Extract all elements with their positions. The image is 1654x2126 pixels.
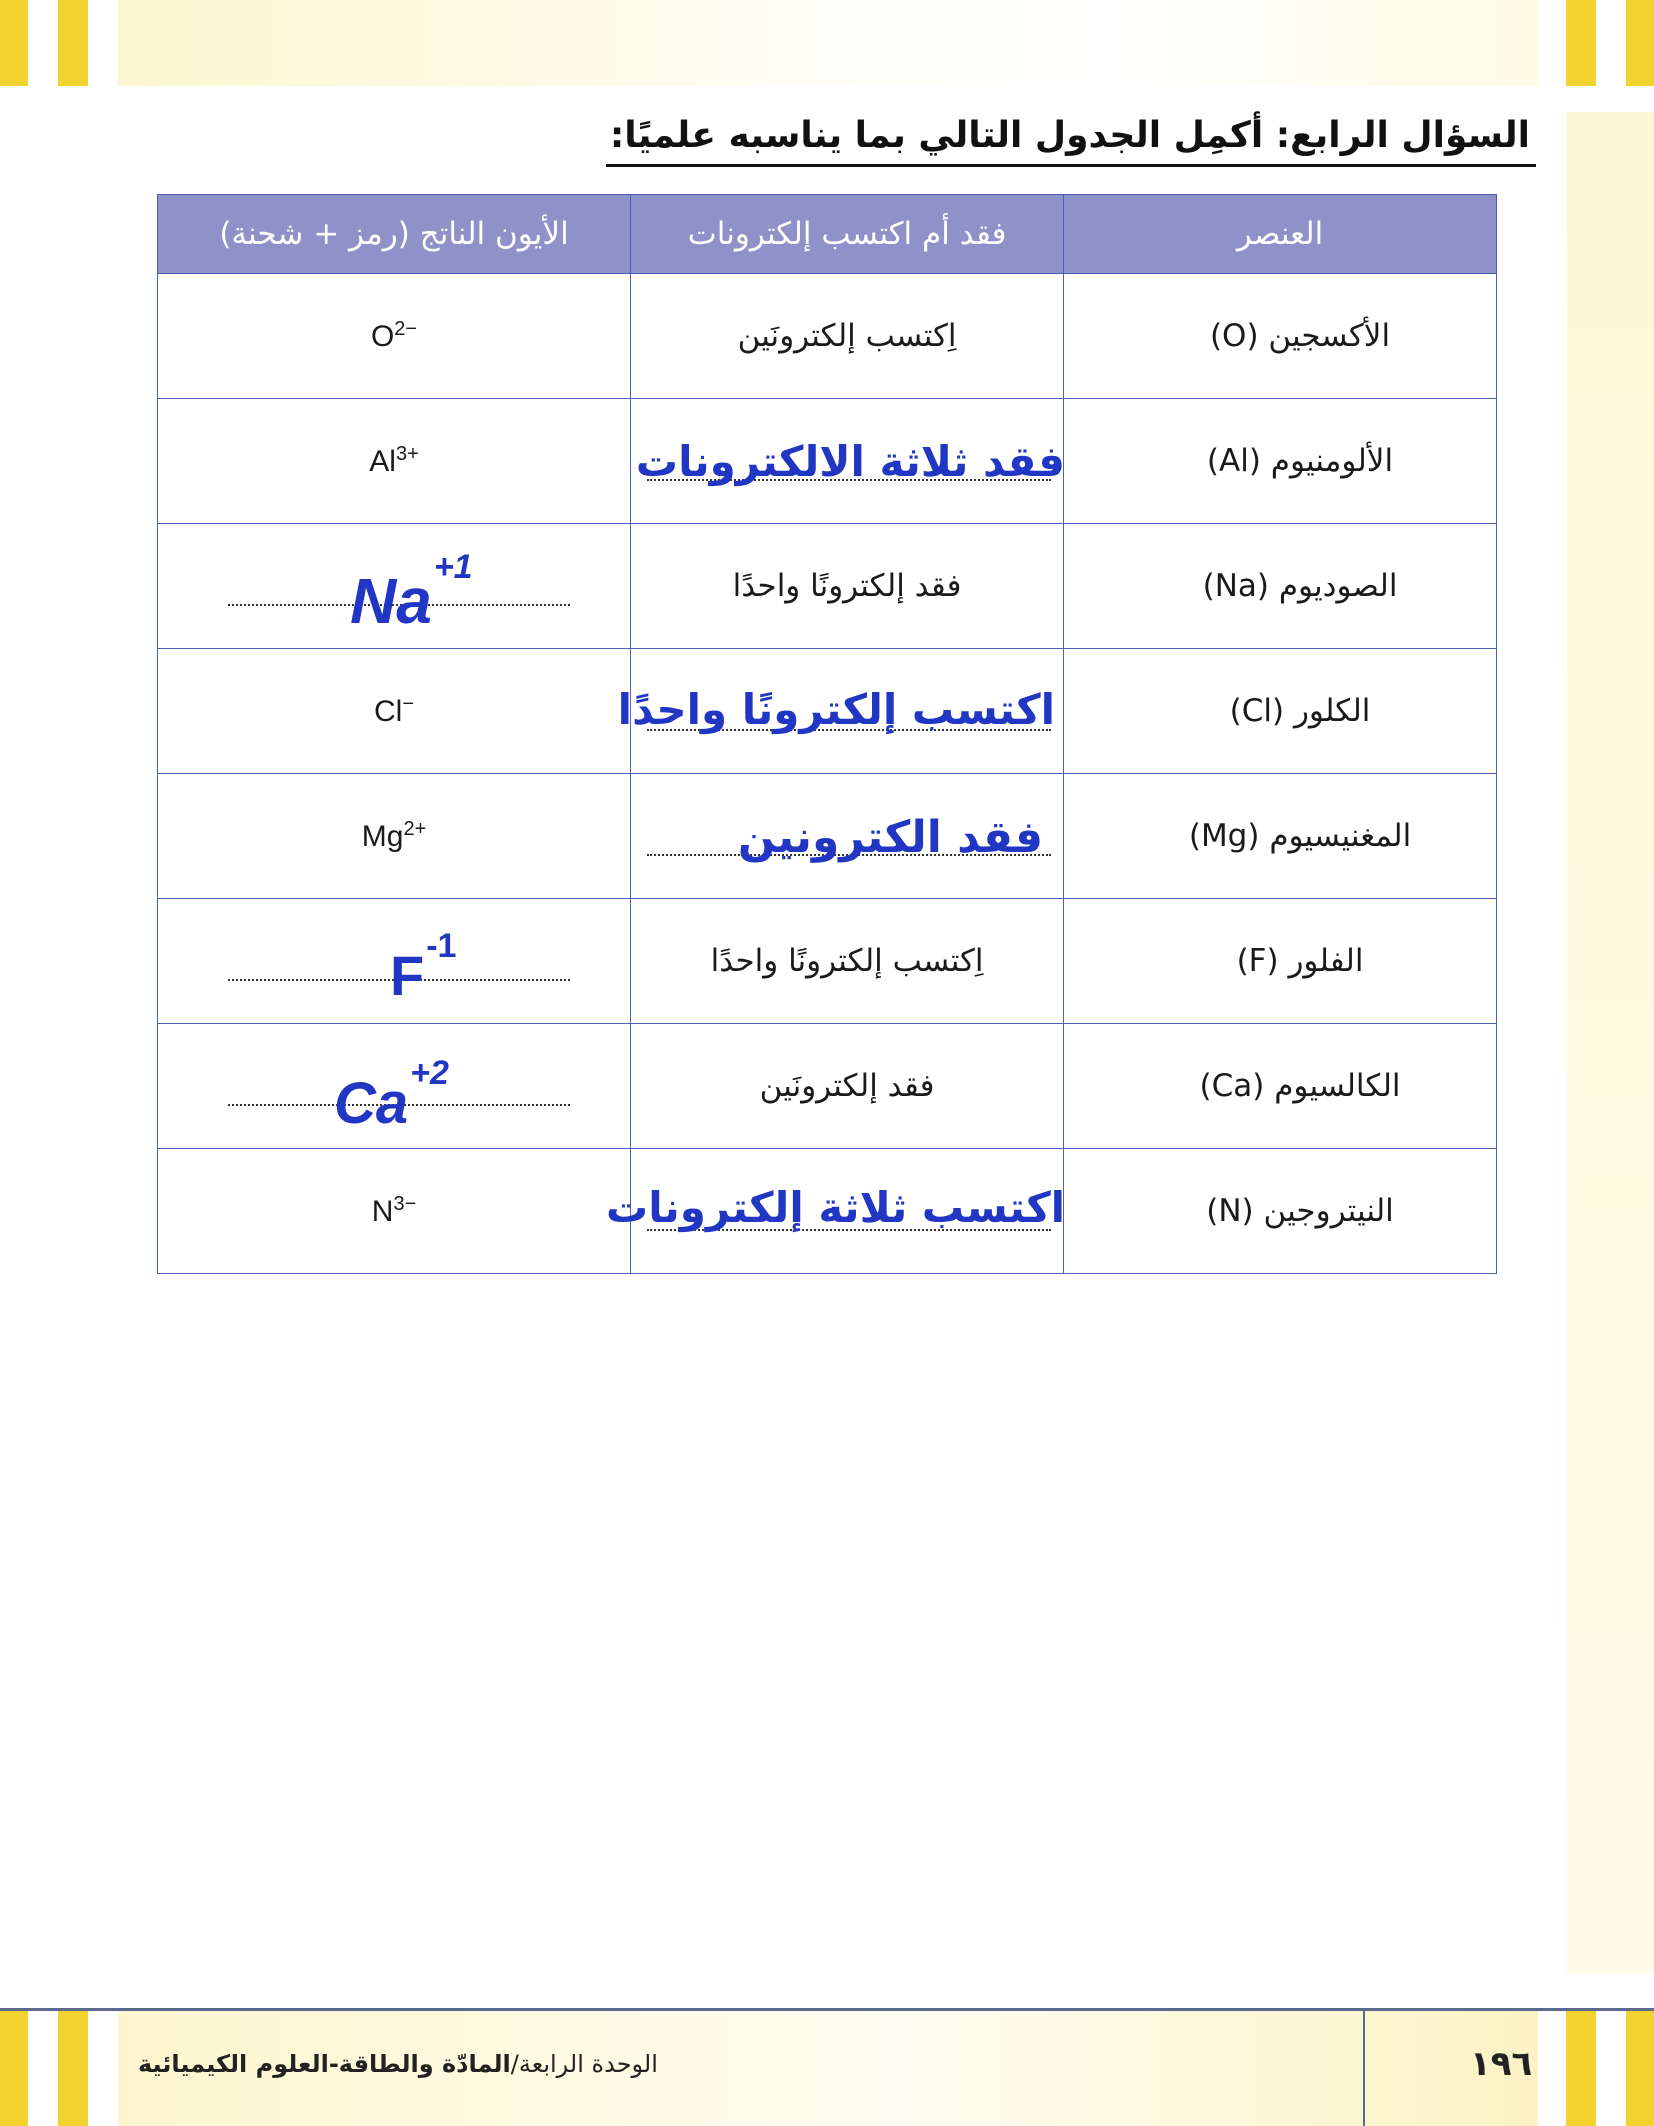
ion-value: [158, 818, 630, 854]
top-right-stripe-1: [1566, 0, 1596, 86]
handwritten-answer: اكتسب إلكترونًا واحدًا: [617, 685, 1056, 734]
bottom-right-stripe-2: [1626, 2011, 1654, 2126]
electrons-cell[interactable]: [631, 399, 1064, 524]
table-row: [158, 649, 1497, 774]
header-ion: الأيون الناتج (رمز + شحنة): [158, 195, 631, 274]
hw-ion-charge: -1: [426, 927, 457, 965]
ion-charge: −: [402, 693, 415, 715]
top-left-stripe-1: [0, 0, 28, 86]
electrons-cell: اِكتسب إلكترونًا واحدًا: [631, 899, 1064, 1024]
table-row: [158, 524, 1497, 649]
page-number: ١٩٦: [1470, 2044, 1533, 2084]
ion-cell: [158, 274, 631, 399]
handwritten-answer: اكتسب ثلاثة إلكترونات: [606, 1183, 1066, 1232]
element-cell: الفلور (F): [1064, 899, 1497, 1024]
electrons-cell: فقد إلكترونَين: [631, 1024, 1064, 1149]
element-cell: الألومنيوم (Al): [1064, 399, 1497, 524]
electrons-cell: اِكتسب إلكترونَين: [631, 274, 1064, 399]
element-cell: المغنيسيوم (Mg): [1064, 774, 1497, 899]
ion-symbol: O: [370, 320, 395, 353]
table-row: [158, 1024, 1497, 1149]
ion-value: [158, 443, 630, 479]
element-cell: النيتروجين (N): [1064, 1149, 1497, 1274]
ion-value: [158, 318, 630, 354]
ions-table: [157, 194, 1497, 1274]
table-row: [158, 1149, 1497, 1274]
ion-charge: 2+: [403, 818, 427, 840]
top-right-stripe-2: [1626, 0, 1654, 86]
header-electrons: فقد أم اكتسب إلكترونات: [631, 195, 1064, 274]
ion-cell: [158, 399, 631, 524]
handwritten-ion: [350, 548, 473, 638]
footer-title: المادّة والطاقة-العلوم الكيميائية: [138, 2050, 511, 2078]
ion-charge: 3+: [395, 443, 419, 465]
electrons-cell[interactable]: [631, 774, 1064, 899]
electrons-cell[interactable]: [606, 1149, 1066, 1274]
hw-ion-symbol: Na: [350, 565, 432, 637]
bottom-left-stripe-1: [0, 2011, 28, 2126]
handwritten-ion: [334, 1054, 449, 1137]
right-side-band: [1567, 112, 1654, 1974]
header-element: العنصر: [1064, 195, 1497, 274]
ion-symbol: Mg: [361, 820, 404, 853]
ion-charge: 2−: [394, 318, 418, 340]
element-cell: الكلور (Cl): [1064, 649, 1497, 774]
electrons-cell[interactable]: [617, 649, 1064, 774]
hw-ion-charge: +2: [410, 1054, 449, 1092]
top-band: [118, 0, 1538, 86]
element-cell: الكالسيوم (Ca): [1064, 1024, 1497, 1149]
ion-symbol: N: [371, 1195, 394, 1228]
footer-unit-title: [138, 2050, 658, 2078]
element-cell: الأكسجين (O): [1064, 274, 1497, 399]
hw-ion-symbol: Ca: [334, 1071, 409, 1136]
handwritten-answer: فقد ثلاثة الالكترونات: [635, 437, 1066, 486]
handwritten-answer: فقد الكترونين: [737, 812, 1044, 863]
ion-charge: 3−: [393, 1193, 417, 1215]
bottom-right-stripe-1: [1566, 2011, 1596, 2126]
ion-cell[interactable]: [158, 899, 631, 1024]
question-heading: السؤال الرابع: أكمِل الجدول التالي بما يناسبه علميًا:: [606, 112, 1536, 167]
top-left-stripe-2: [58, 0, 88, 86]
table-row: [158, 274, 1497, 399]
table-row: [158, 399, 1497, 524]
bottom-left-stripe-2: [58, 2011, 88, 2126]
ion-cell: [158, 649, 631, 774]
ion-value: [158, 693, 630, 729]
hw-ion-charge: +1: [433, 548, 473, 586]
footer-divider: [1363, 2011, 1365, 2126]
ion-symbol: Al: [369, 445, 396, 478]
table-header-row: [158, 195, 1497, 274]
ion-value: [158, 1193, 630, 1229]
ion-symbol: Cl: [374, 695, 403, 728]
ion-cell[interactable]: [158, 1024, 631, 1149]
element-cell: الصوديوم (Na): [1064, 524, 1497, 649]
ion-cell: [158, 774, 631, 899]
electrons-cell: فقد إلكترونًا واحدًا: [631, 524, 1064, 649]
ion-cell: [158, 1149, 631, 1274]
footer-unit: الوحدة الرابعة/: [510, 2050, 658, 2078]
handwritten-ion: [390, 927, 457, 1008]
ion-cell[interactable]: [158, 524, 631, 649]
table-row: [158, 774, 1497, 899]
hw-ion-symbol: F: [390, 944, 425, 1007]
table-row: [158, 899, 1497, 1024]
